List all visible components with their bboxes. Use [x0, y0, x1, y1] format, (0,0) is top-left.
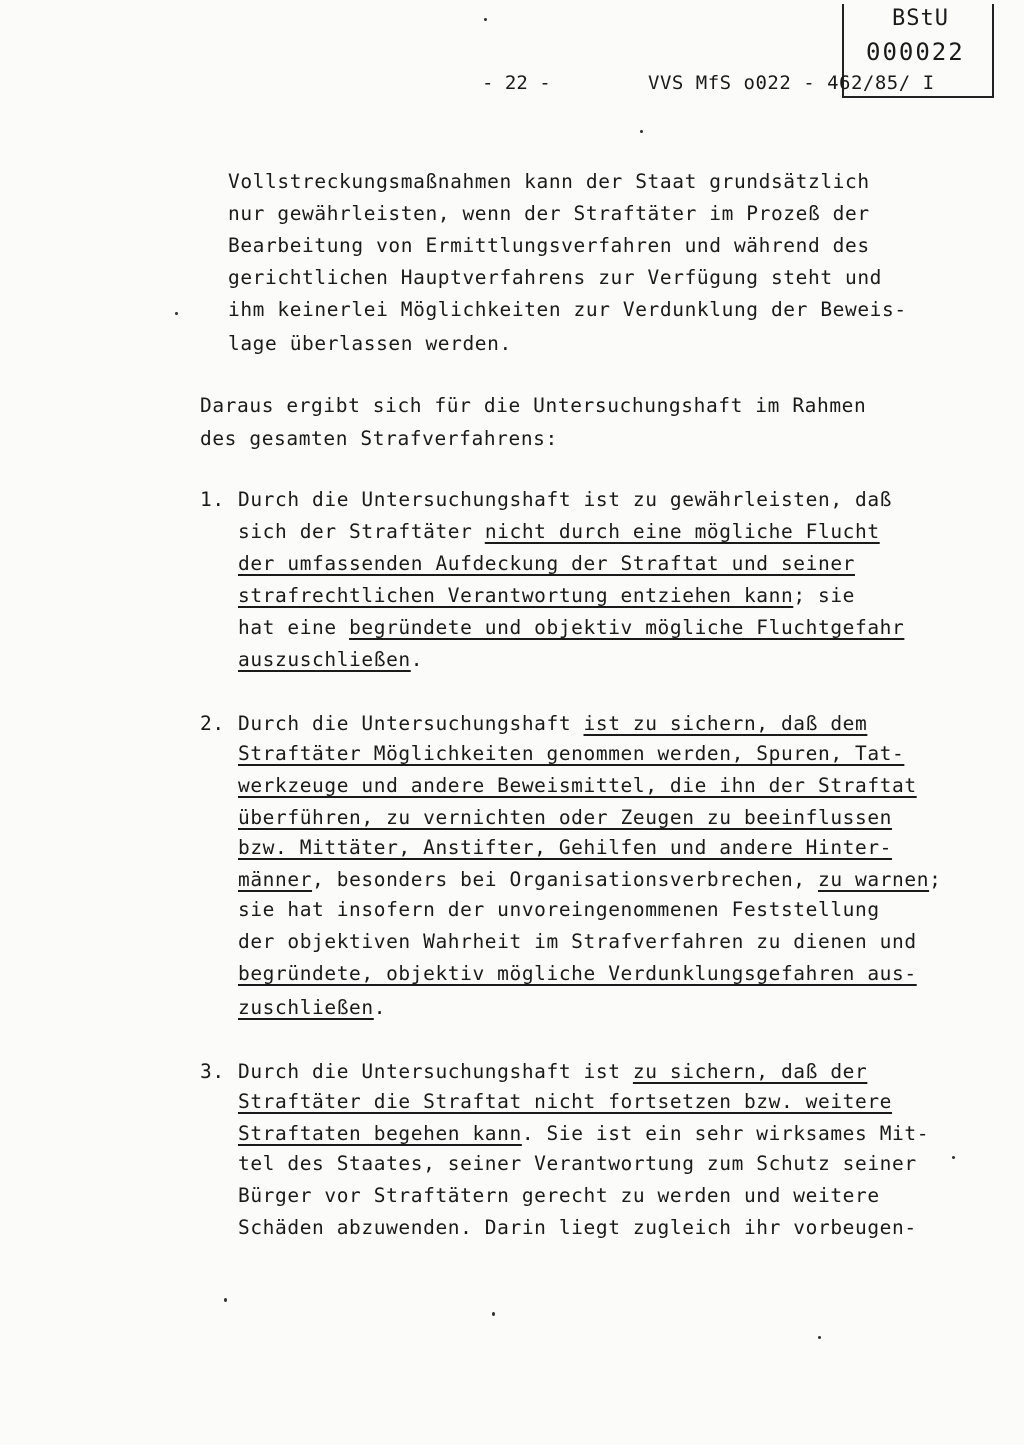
underlined-text: begründete, objektiv mögliche Verdunklungsgefahren aus- — [238, 962, 917, 985]
text-line: Durch die Untersuchungshaft ist zu sichern, daß dem — [238, 712, 868, 735]
text-line: des gesamten Strafverfahrens: — [200, 427, 558, 450]
text-line: sie hat insofern der unvoreingenommenen Feststellung — [238, 898, 880, 921]
scan-speck — [175, 312, 178, 315]
list-number: 1. — [200, 488, 225, 511]
text-line — [238, 962, 917, 985]
scan-speck — [492, 1312, 495, 1316]
text-line: lage überlassen werden. — [228, 332, 512, 355]
text-line: Daraus ergibt sich für die Untersuchungshaft im Rahmen — [200, 394, 867, 417]
text-line: Vollstreckungsmaßnahmen kann der Staat grundsätzlich — [228, 170, 870, 193]
text-line: strafrechtlichen Verantwortung entziehen kann; sie — [238, 584, 856, 607]
text-line: tel des Staates, seiner Verantwortung zum Schutz seiner — [238, 1152, 917, 1175]
scan-speck — [640, 130, 643, 133]
page-number: - 22 - — [482, 72, 551, 94]
text-line: der objektiven Wahrheit im Strafverfahren zu dienen und — [238, 930, 917, 953]
text-line: gerichtlichen Hauptverfahrens zur Verfügung steht und — [228, 266, 883, 289]
underlined-text: nicht durch eine mögliche Flucht — [484, 520, 880, 543]
list-number: 3. — [200, 1060, 225, 1083]
scan-speck — [818, 1336, 821, 1339]
text-line: Schäden abzuwenden. Darin liegt zugleich ihr vorbeugen- — [238, 1216, 917, 1239]
text-line: hat eine begründete und objektiv mögliche Fluchtgefahr — [238, 616, 905, 639]
text-line — [238, 806, 892, 829]
underlined-text: bzw. Mittäter, Anstifter, Gehilfen und andere Hinter- — [238, 836, 893, 859]
text-line: auszuschließen. — [238, 648, 424, 671]
underlined-text: überführen, zu vernichten oder Zeugen zu beeinflussen — [238, 806, 893, 829]
text-line: ihm keinerlei Möglichkeiten zur Verdunklung der Beweis- — [228, 298, 907, 321]
text-line: männer, besonders bei Organisationsverbrechen, zu warnen; — [238, 868, 942, 891]
text-line: Bürger vor Straftätern gerecht zu werden und weitere — [238, 1184, 880, 1207]
underlined-text: zuschließen — [238, 996, 374, 1019]
classification-reference: VVS MfS o022 - 462/85/ I — [648, 72, 935, 94]
list-number: 2. — [200, 712, 225, 735]
text-line — [238, 1090, 892, 1113]
text-line: Durch die Untersuchungshaft ist zu gewährleisten, daß — [238, 488, 893, 511]
text-line — [238, 836, 892, 859]
stamp-number: 000022 — [866, 38, 965, 66]
text-line: nur gewährleisten, wenn der Straftäter im Prozeß der — [228, 202, 870, 225]
text-line: sich der Straftäter nicht durch eine mögliche Flucht — [238, 520, 880, 543]
underlined-text: auszuschließen — [238, 648, 411, 671]
underlined-text: zu sichern, daß der — [632, 1060, 868, 1083]
scan-speck — [224, 1298, 227, 1302]
text-line: Bearbeitung von Ermittlungsverfahren und während des — [228, 234, 870, 257]
underlined-text: der umfassenden Aufdeckung der Straftat und seiner — [238, 552, 855, 575]
underlined-text: Straftäter die Straftat nicht fortsetzen bzw. weitere — [238, 1090, 893, 1113]
underlined-text: Straftäter Möglichkeiten genommen werden, Spuren, Tat- — [238, 742, 905, 765]
text-line — [238, 552, 855, 575]
text-line: Durch die Untersuchungshaft ist zu sichern, daß der — [238, 1060, 868, 1083]
underlined-text: Straftaten begehen kann — [238, 1122, 522, 1145]
underlined-text: ist zu sichern, daß dem — [583, 712, 868, 735]
scan-speck — [952, 1156, 955, 1159]
stamp-agency: BStU — [892, 6, 949, 31]
underlined-text: zu warnen — [818, 868, 930, 891]
underlined-text: strafrechtlichen Verantwortung entziehen kann — [238, 584, 794, 607]
text-line: Straftaten begehen kann. Sie ist ein sehr wirksames Mit- — [238, 1122, 930, 1145]
underlined-text: männer — [238, 868, 313, 891]
underlined-text: begründete und objektiv mögliche Fluchtgefahr — [349, 616, 905, 639]
text-line — [238, 742, 904, 765]
text-line: zuschließen. — [238, 996, 387, 1019]
underlined-text: werkzeuge und andere Beweismittel, die ihn der Straftat — [238, 774, 917, 797]
text-line — [238, 774, 917, 797]
scan-speck — [484, 18, 487, 21]
